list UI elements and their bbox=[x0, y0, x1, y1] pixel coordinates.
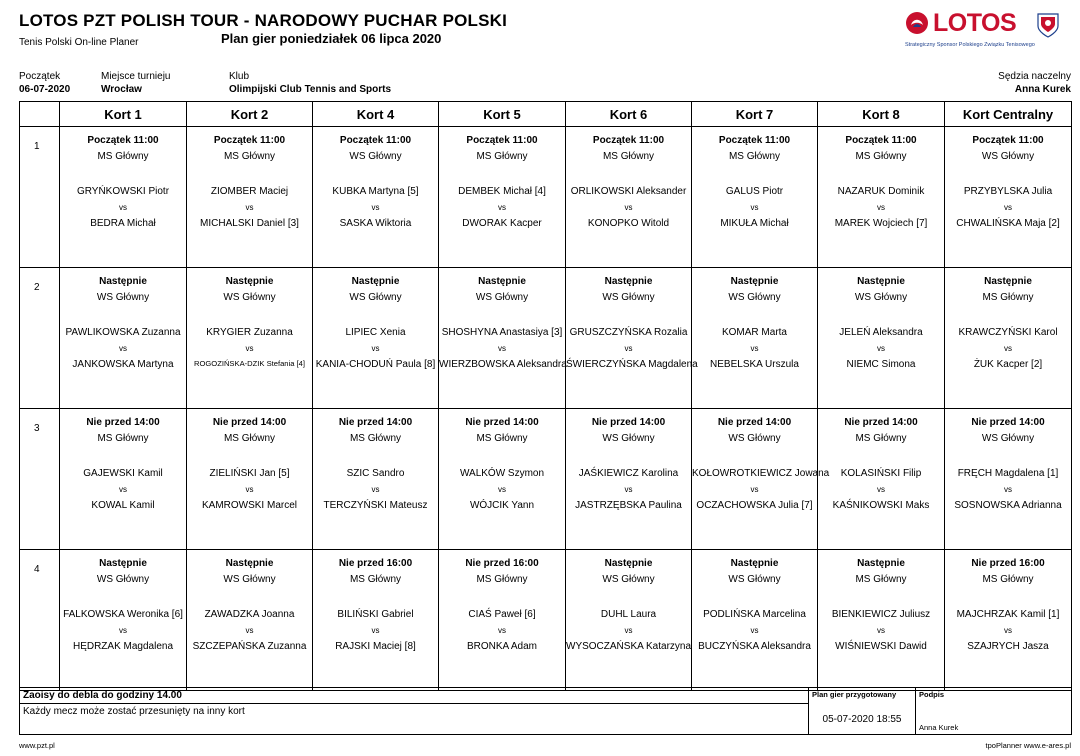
vs-label: vs bbox=[750, 485, 759, 494]
match-time: Następnie bbox=[730, 276, 779, 287]
player-one: PRZYBYLSKA Julia bbox=[963, 186, 1053, 197]
page-subtitle: Tenis Polski On-line Planer bbox=[19, 37, 139, 48]
match-cell bbox=[566, 268, 698, 409]
club-info bbox=[229, 71, 391, 95]
referee-value: Anna Kurek bbox=[1014, 84, 1071, 95]
match-cell bbox=[566, 409, 692, 550]
match-event: WS Główny bbox=[475, 292, 529, 303]
site-left[interactable]: www.pzt.pl bbox=[19, 741, 55, 750]
vs-label: vs bbox=[1004, 203, 1012, 212]
player-one: BILIŃSKI Gabriel bbox=[337, 609, 414, 620]
player-one: DEMBEK Michał [4] bbox=[458, 186, 546, 197]
start-label: Początek bbox=[19, 71, 61, 82]
court-change-note: Każdy mecz może zostać przesunięty na inny kort bbox=[20, 704, 809, 735]
club-label: Klub bbox=[229, 71, 250, 82]
vs-label: vs bbox=[624, 344, 633, 353]
vs-label: vs bbox=[1004, 344, 1012, 353]
player-one: GALUS Piotr bbox=[725, 186, 784, 197]
player-two: MIKUŁA Michał bbox=[720, 218, 789, 229]
player-one: KOMAR Marta bbox=[721, 327, 787, 338]
court-header: Kort 8 bbox=[818, 102, 945, 127]
player-two: WÓJCIK Yann bbox=[469, 500, 535, 511]
court-header: Kort 2 bbox=[187, 102, 313, 127]
round-number: 3 bbox=[20, 409, 60, 550]
match-time: Początek 11:00 bbox=[718, 135, 791, 146]
vs-label: vs bbox=[750, 203, 759, 212]
vs-label: vs bbox=[877, 626, 885, 635]
match-time: Nie przed 16:00 bbox=[971, 558, 1045, 569]
player-two: SZCZEPAŃSKA Zuzanna bbox=[192, 641, 307, 652]
player-one: PAWLIKOWSKA Zuzanna bbox=[65, 327, 181, 338]
player-one: MAJCHRZAK Kamil [1] bbox=[956, 609, 1060, 620]
vs-label: vs bbox=[119, 344, 127, 353]
match-event: MS Główny bbox=[349, 433, 402, 444]
match-cell bbox=[692, 127, 818, 268]
place-value: Wrocław bbox=[101, 84, 142, 95]
court-header-row bbox=[20, 102, 1072, 127]
place-info bbox=[101, 71, 170, 95]
match-cell bbox=[60, 550, 187, 691]
match-event: MS Główny bbox=[349, 574, 402, 585]
signature-value: Anna Kurek bbox=[919, 723, 959, 732]
match-cell bbox=[313, 127, 439, 268]
start-info bbox=[19, 71, 70, 95]
signature-label: Podpis bbox=[919, 690, 945, 699]
player-one: GAJEWSKI Kamil bbox=[83, 468, 163, 479]
vs-label: vs bbox=[624, 626, 633, 635]
player-one: LIPIEC Xenia bbox=[345, 327, 406, 338]
round-number: 4 bbox=[20, 550, 60, 691]
club-value: Olimpijski Club Tennis and Sports bbox=[229, 84, 392, 95]
player-two: MAREK Wojciech [7] bbox=[834, 218, 928, 229]
referee-label: Sędzia naczelny bbox=[998, 71, 1071, 82]
vs-label: vs bbox=[1004, 485, 1012, 494]
match-cell bbox=[60, 268, 187, 409]
player-one: GRUSZCZYŃSKA Rozalia bbox=[569, 327, 688, 338]
match-event: MS Główny bbox=[223, 151, 276, 162]
match-time: Nie przed 14:00 bbox=[465, 417, 539, 428]
prepared-value: 05-07-2020 18:55 bbox=[822, 714, 902, 725]
player-one: KUBKA Martyna [5] bbox=[332, 186, 419, 197]
player-two: BRONKA Adam bbox=[466, 641, 538, 652]
match-time: Nie przed 14:00 bbox=[971, 417, 1045, 428]
player-two: HĘDRZAK Magdalena bbox=[72, 641, 174, 652]
plan-title: Plan gier poniedziałek 06 lipca 2020 bbox=[221, 31, 442, 46]
vs-label: vs bbox=[877, 344, 885, 353]
player-one: JAŚKIEWICZ Karolina bbox=[578, 468, 679, 479]
player-one: KOŁOWROTKIEWICZ Jowana bbox=[692, 468, 830, 479]
player-two: KAŚNIKOWSKI Maks bbox=[832, 500, 930, 511]
page-title: LOTOS PZT POLISH TOUR - NARODOWY PUCHAR POLSKI bbox=[19, 11, 508, 30]
match-time: Następnie bbox=[984, 276, 1032, 287]
round-row bbox=[20, 268, 1072, 409]
match-time: Nie przed 16:00 bbox=[338, 558, 413, 569]
player-two: OCZACHOWSKA Julia [7] bbox=[696, 500, 813, 511]
player-two: KONOPKO Witold bbox=[587, 218, 670, 229]
sponsor-logo bbox=[905, 8, 1065, 56]
vs-label: vs bbox=[877, 485, 885, 494]
match-cell bbox=[945, 268, 1072, 409]
match-event: MS Główny bbox=[476, 433, 528, 444]
match-event: WS Główny bbox=[223, 574, 276, 585]
round-number: 1 bbox=[20, 127, 60, 268]
court-header: Kort 6 bbox=[566, 102, 692, 127]
player-two: WYSOCZAŃSKA Katarzyna bbox=[566, 641, 692, 652]
match-time: Początek 11:00 bbox=[845, 135, 917, 146]
match-time: Początek 11:00 bbox=[972, 135, 1044, 146]
match-cell bbox=[439, 550, 566, 691]
player-one: ORLIKOWSKI Aleksander bbox=[570, 186, 687, 197]
match-event: WS Główny bbox=[602, 574, 655, 585]
player-two: ŻUK Kacper [2] bbox=[973, 359, 1043, 370]
match-time: Nie przed 14:00 bbox=[717, 417, 792, 428]
match-event: MS Główny bbox=[97, 433, 149, 444]
match-time: Nie przed 14:00 bbox=[591, 417, 666, 428]
match-time: Następnie bbox=[730, 558, 779, 569]
match-cell bbox=[566, 127, 692, 268]
match-event: WS Główny bbox=[981, 433, 1035, 444]
match-event: MS Główny bbox=[223, 433, 276, 444]
match-event: WS Główny bbox=[96, 292, 150, 303]
vs-label: vs bbox=[119, 203, 127, 212]
vs-label: vs bbox=[245, 203, 254, 212]
player-one: ZAWADZKA Joanna bbox=[204, 609, 295, 620]
player-one: KRYGIER Zuzanna bbox=[206, 327, 293, 338]
player-two: NIEMC Simona bbox=[846, 359, 916, 370]
match-event: MS Główny bbox=[602, 151, 655, 162]
footer-table bbox=[19, 687, 1072, 735]
court-header: Kort Centralny bbox=[945, 102, 1072, 127]
match-cell bbox=[945, 409, 1072, 550]
match-time: Następnie bbox=[857, 558, 905, 569]
player-one: PODLIŃSKA Marcelina bbox=[703, 609, 806, 620]
vs-label: vs bbox=[119, 485, 127, 494]
match-cell bbox=[313, 409, 439, 550]
place-label: Miejsce turnieju bbox=[101, 71, 171, 82]
match-time: Następnie bbox=[857, 276, 905, 287]
vs-label: vs bbox=[877, 203, 885, 212]
player-two: RAJSKI Maciej [8] bbox=[335, 641, 416, 652]
player-two: DWORAK Kacper bbox=[462, 218, 542, 229]
schedule-table bbox=[19, 101, 1072, 691]
player-one: DUHL Laura bbox=[600, 609, 657, 620]
player-one: CIAŚ Paweł [6] bbox=[468, 609, 536, 620]
match-event: MS Główny bbox=[728, 151, 781, 162]
match-event: MS Główny bbox=[97, 151, 149, 162]
player-one: SHOSHYNA Anastasiya [3] bbox=[441, 327, 563, 338]
vs-label: vs bbox=[750, 344, 759, 353]
match-cell bbox=[818, 409, 945, 550]
match-time: Początek 11:00 bbox=[466, 135, 538, 146]
player-two: CHWALIŃSKA Maja [2] bbox=[956, 218, 1060, 229]
match-cell bbox=[945, 127, 1072, 268]
court-header: Kort 1 bbox=[60, 102, 187, 127]
vs-label: vs bbox=[245, 626, 254, 635]
match-cell bbox=[439, 268, 566, 409]
match-cell bbox=[818, 127, 945, 268]
match-event: MS Główny bbox=[982, 574, 1034, 585]
match-event: MS Główny bbox=[855, 574, 907, 585]
match-cell bbox=[439, 127, 566, 268]
player-two: WIERZBOWSKA Aleksandra bbox=[439, 359, 567, 370]
player-one: SZIC Sandro bbox=[346, 468, 405, 479]
match-cell bbox=[60, 127, 187, 268]
vs-label: vs bbox=[624, 203, 633, 212]
logo-text: LOTOS bbox=[933, 8, 1017, 37]
vs-label: vs bbox=[624, 485, 633, 494]
match-cell bbox=[439, 409, 566, 550]
match-event: WS Główny bbox=[602, 433, 655, 444]
match-time: Następnie bbox=[225, 558, 274, 569]
vs-label: vs bbox=[1004, 626, 1012, 635]
match-cell bbox=[692, 268, 818, 409]
vs-label: vs bbox=[245, 485, 254, 494]
match-cell bbox=[313, 550, 439, 691]
prepared-cell bbox=[809, 688, 916, 735]
player-two: SASKA Wiktoria bbox=[339, 218, 412, 229]
match-event: WS Główny bbox=[96, 574, 150, 585]
match-cell bbox=[692, 409, 830, 550]
pzt-badge-icon bbox=[1035, 12, 1061, 38]
vs-label: vs bbox=[245, 344, 254, 353]
match-event: MS Główny bbox=[982, 292, 1034, 303]
vs-label: vs bbox=[371, 485, 380, 494]
round-number: 2 bbox=[20, 268, 60, 409]
match-time: Następnie bbox=[351, 276, 400, 287]
match-time: Początek 11:00 bbox=[592, 135, 665, 146]
round-row bbox=[20, 409, 1072, 550]
player-two: MICHALSKI Daniel [3] bbox=[200, 218, 299, 229]
match-event: MS Główny bbox=[855, 433, 907, 444]
vs-label: vs bbox=[498, 485, 506, 494]
match-event: MS Główny bbox=[476, 574, 528, 585]
match-time: Początek 11:00 bbox=[87, 135, 159, 146]
match-time: Nie przed 16:00 bbox=[465, 558, 539, 569]
player-two: JANKOWSKA Martyna bbox=[72, 359, 174, 370]
vs-label: vs bbox=[371, 344, 380, 353]
match-cell bbox=[945, 550, 1072, 691]
referee-info bbox=[998, 71, 1071, 95]
match-cell bbox=[818, 268, 945, 409]
player-one: GRYŃKOWSKI Piotr bbox=[76, 186, 170, 197]
match-time: Początek 11:00 bbox=[339, 135, 412, 146]
corner-cell bbox=[20, 102, 60, 127]
match-event: MS Główny bbox=[476, 151, 528, 162]
match-event: WS Główny bbox=[349, 292, 402, 303]
match-time: Następnie bbox=[604, 558, 653, 569]
match-time: Nie przed 14:00 bbox=[338, 417, 413, 428]
player-two: SZAJRYCH Jasza bbox=[967, 641, 1049, 652]
court-header: Kort 5 bbox=[439, 102, 566, 127]
court-header: Kort 4 bbox=[313, 102, 439, 127]
vs-label: vs bbox=[498, 344, 506, 353]
match-event: WS Główny bbox=[981, 151, 1035, 162]
player-one: FRĘCH Magdalena [1] bbox=[957, 468, 1059, 479]
round-row bbox=[20, 550, 1072, 691]
match-event: WS Główny bbox=[349, 151, 402, 162]
match-event: WS Główny bbox=[728, 574, 781, 585]
match-time: Nie przed 14:00 bbox=[86, 417, 160, 428]
round-row bbox=[20, 127, 1072, 268]
vs-label: vs bbox=[750, 626, 759, 635]
player-two: ROGOZIŃSKA-DZIK Stefania [4] bbox=[194, 359, 305, 368]
doubles-note: Zaoisy do debla do godziny 14.00 bbox=[20, 688, 809, 704]
match-time: Następnie bbox=[604, 276, 653, 287]
match-time: Nie przed 14:00 bbox=[844, 417, 918, 428]
match-time: Następnie bbox=[225, 276, 274, 287]
match-cell bbox=[60, 409, 187, 550]
vs-label: vs bbox=[498, 626, 506, 635]
match-cell bbox=[187, 550, 313, 691]
player-two: ŚWIERCZYŃSKA Magdalena bbox=[566, 359, 698, 370]
signature-cell bbox=[916, 688, 1072, 735]
vs-label: vs bbox=[498, 203, 506, 212]
match-time: Nie przed 14:00 bbox=[212, 417, 287, 428]
court-header: Kort 7 bbox=[692, 102, 818, 127]
player-two: WIŚNIEWSKI Dawid bbox=[835, 641, 927, 652]
match-time: Następnie bbox=[99, 558, 147, 569]
start-value: 06-07-2020 bbox=[19, 84, 71, 95]
match-cell bbox=[818, 550, 945, 691]
match-cell bbox=[187, 127, 313, 268]
match-cell bbox=[566, 550, 692, 691]
player-one: KOLASIŃSKI Filip bbox=[840, 468, 922, 479]
player-one: FALKOWSKA Weronika [6] bbox=[63, 609, 183, 620]
player-one: ZIELIŃSKI Jan [5] bbox=[209, 468, 290, 479]
match-event: WS Główny bbox=[728, 433, 781, 444]
player-one: JELEŃ Aleksandra bbox=[839, 327, 923, 338]
player-two: TERCZYŃSKI Mateusz bbox=[323, 500, 428, 511]
vs-label: vs bbox=[119, 626, 127, 635]
match-event: WS Główny bbox=[223, 292, 276, 303]
player-one: NAZARUK Dominik bbox=[837, 186, 925, 197]
match-event: WS Główny bbox=[602, 292, 655, 303]
match-cell bbox=[187, 409, 313, 550]
match-cell bbox=[187, 268, 313, 409]
prepared-label: Plan gier przygotowany bbox=[812, 690, 897, 699]
match-time: Następnie bbox=[99, 276, 147, 287]
lotos-flower-icon bbox=[905, 11, 929, 35]
player-two: JASTRZĘBSKA Paulina bbox=[575, 500, 682, 511]
player-two: KANIA-CHODUŃ Paula [8] bbox=[315, 359, 436, 370]
match-time: Następnie bbox=[478, 276, 526, 287]
player-two: SOSNOWSKA Adrianna bbox=[954, 500, 1062, 511]
player-two: BEDRA Michał bbox=[90, 218, 156, 229]
player-two: BUCZYŃSKA Aleksandra bbox=[698, 641, 811, 652]
player-two: NEBELSKA Urszula bbox=[710, 359, 799, 370]
player-one: KRAWCZYŃSKI Karol bbox=[958, 327, 1058, 338]
player-one: WALKÓW Szymon bbox=[459, 468, 545, 479]
match-cell bbox=[313, 268, 439, 409]
player-two: KOWAL Kamil bbox=[91, 500, 155, 511]
player-one: BIENKIEWICZ Juliusz bbox=[831, 609, 931, 620]
match-event: WS Główny bbox=[728, 292, 781, 303]
match-time: Początek 11:00 bbox=[213, 135, 286, 146]
vs-label: vs bbox=[371, 203, 380, 212]
player-one: ZIOMBER Maciej bbox=[210, 186, 289, 197]
player-two: KAMROWSKI Marcel bbox=[201, 500, 297, 511]
match-cell bbox=[692, 550, 818, 691]
site-right[interactable]: tpoPlanner www.e-ares.pl bbox=[985, 741, 1071, 750]
vs-label: vs bbox=[371, 626, 380, 635]
logo-tagline: Strategiczny Sponsor Polskiego Związku Tenisowego bbox=[905, 42, 1035, 48]
match-event: WS Główny bbox=[854, 292, 908, 303]
match-event: MS Główny bbox=[855, 151, 907, 162]
